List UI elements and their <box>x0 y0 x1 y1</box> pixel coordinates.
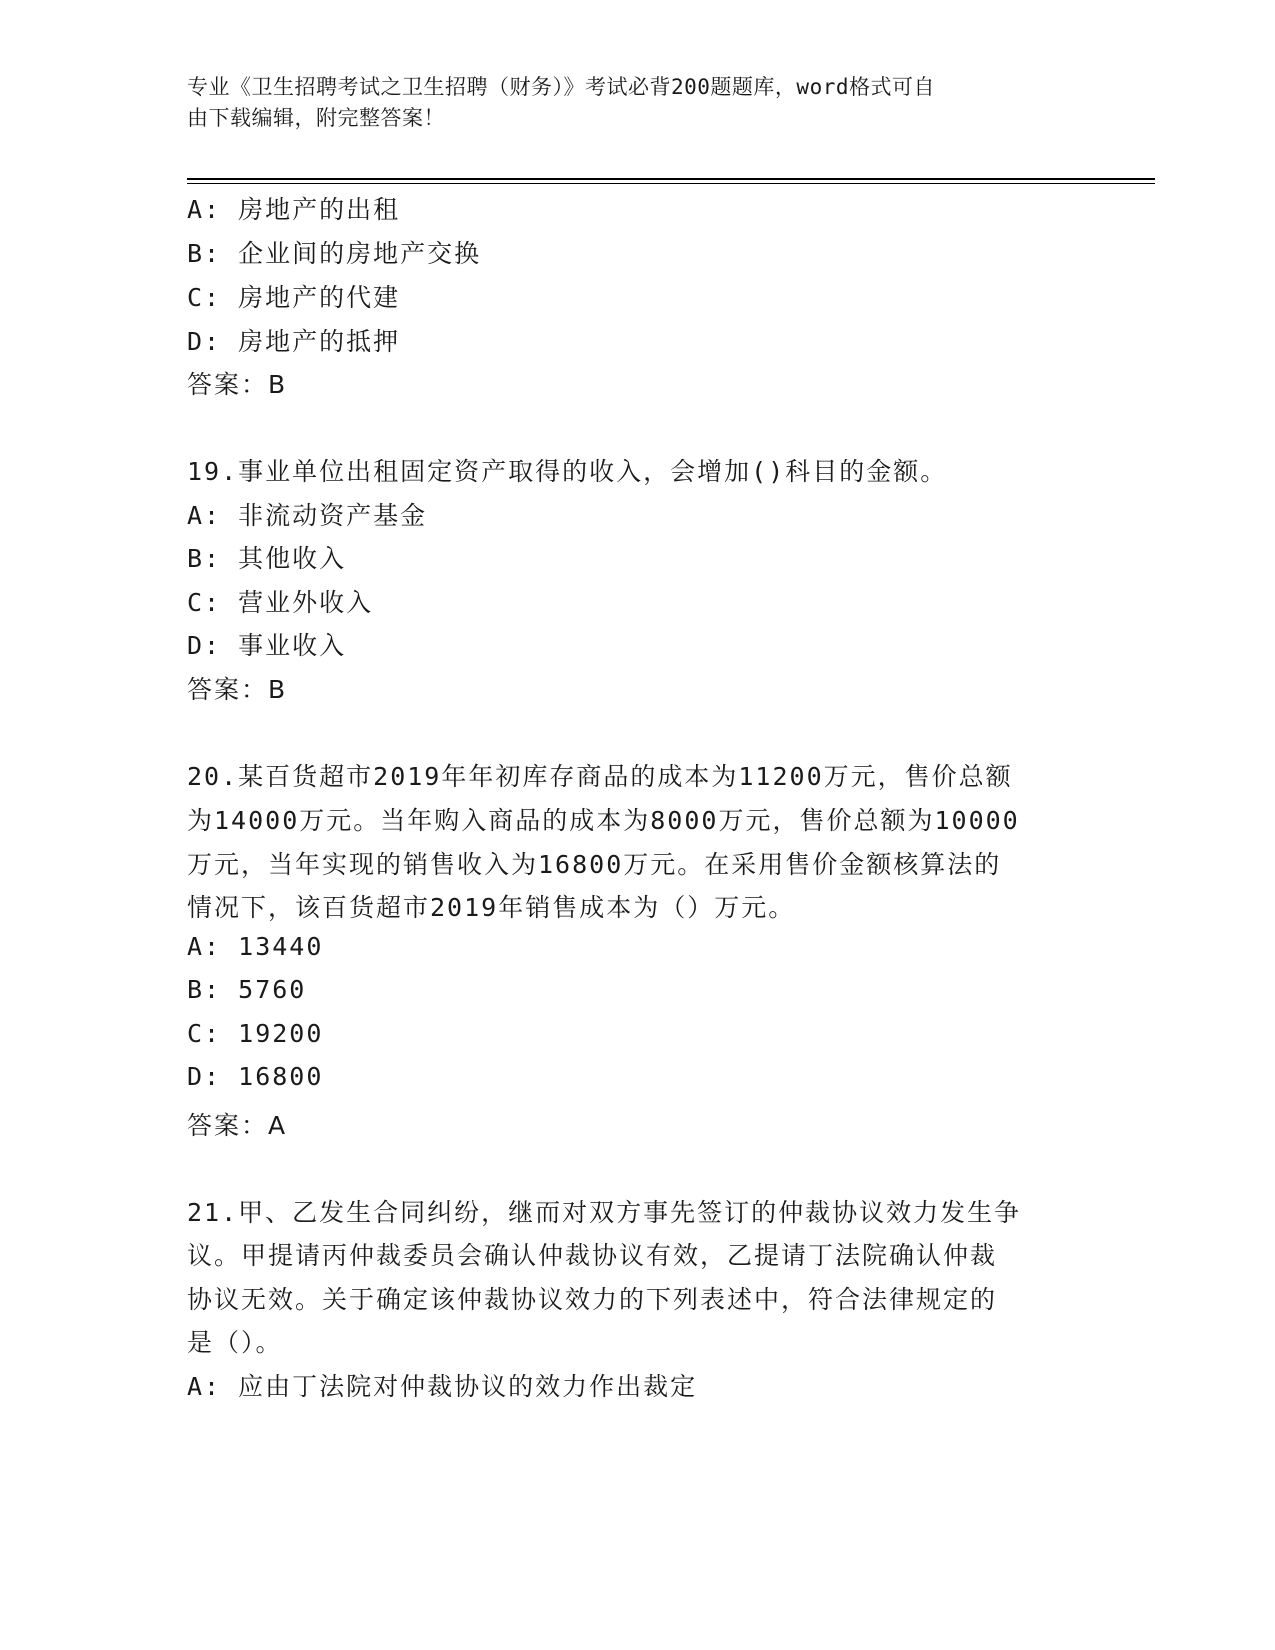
q20-stem-line-4: 情况下，该百货超市2019年销售成本为（）万元。 <box>187 893 796 922</box>
q21-stem-line-4: 是（）。 <box>187 1328 283 1357</box>
q21-stem-line-2: 议。甲提请丙仲裁委员会确认仲裁协议有效，乙提请丁法院确认仲裁 <box>187 1241 998 1270</box>
q19-option-c: C: 营业外收入 <box>187 588 374 617</box>
q20-option-d: D: 16800 <box>187 1062 324 1091</box>
header-line-2: 由下载编辑，附完整答案！ <box>187 106 445 130</box>
q20-answer: 答案：A <box>187 1111 288 1140</box>
q19-answer: 答案：B <box>187 675 288 704</box>
q19-stem-line-1: 19.事业单位出租固定资产取得的收入，会增加()科目的金额。 <box>187 457 948 486</box>
q20-option-c: C: 19200 <box>187 1019 324 1048</box>
q19-option-d: D: 事业收入 <box>187 631 347 660</box>
document-header <box>187 72 1067 134</box>
q18-option-b: B: 企业间的房地产交换 <box>187 239 482 268</box>
q20-option-a: A: 13440 <box>187 932 324 961</box>
q18-option-d: D: 房地产的抵押 <box>187 327 401 356</box>
q18-option-a: A: 房地产的出租 <box>187 195 401 224</box>
q19-option-b: B: 其他收入 <box>187 544 347 573</box>
q20-option-b: B: 5760 <box>187 975 307 1004</box>
header-line-1: 专业《卫生招聘考试之卫生招聘（财务）》考试必背200题题库，word格式可自 <box>187 75 935 99</box>
q21-stem-line-3: 协议无效。关于确定该仲裁协议效力的下列表述中，符合法律规定的 <box>187 1285 998 1314</box>
q21-stem-line-1: 21.甲、乙发生合同纠纷，继而对双方事先签订的仲裁协议效力发生争 <box>187 1198 1022 1227</box>
header-rule-thick <box>187 178 1155 180</box>
q18-answer: 答案：B <box>187 370 288 399</box>
q20-stem-line-3: 万元，当年实现的销售收入为16800万元。在采用售价金额核算法的 <box>187 850 1002 879</box>
q18-option-c: C: 房地产的代建 <box>187 283 401 312</box>
q21-option-a: A: 应由丁法院对仲裁协议的效力作出裁定 <box>187 1372 698 1401</box>
header-rule-thin <box>187 183 1155 184</box>
q20-stem-line-1: 20.某百货超市2019年年初库存商品的成本为11200万元，售价总额 <box>187 762 1013 791</box>
q20-stem-line-2: 为14000万元。当年购入商品的成本为8000万元，售价总额为10000 <box>187 806 1020 835</box>
q19-option-a: A: 非流动资产基金 <box>187 501 428 530</box>
